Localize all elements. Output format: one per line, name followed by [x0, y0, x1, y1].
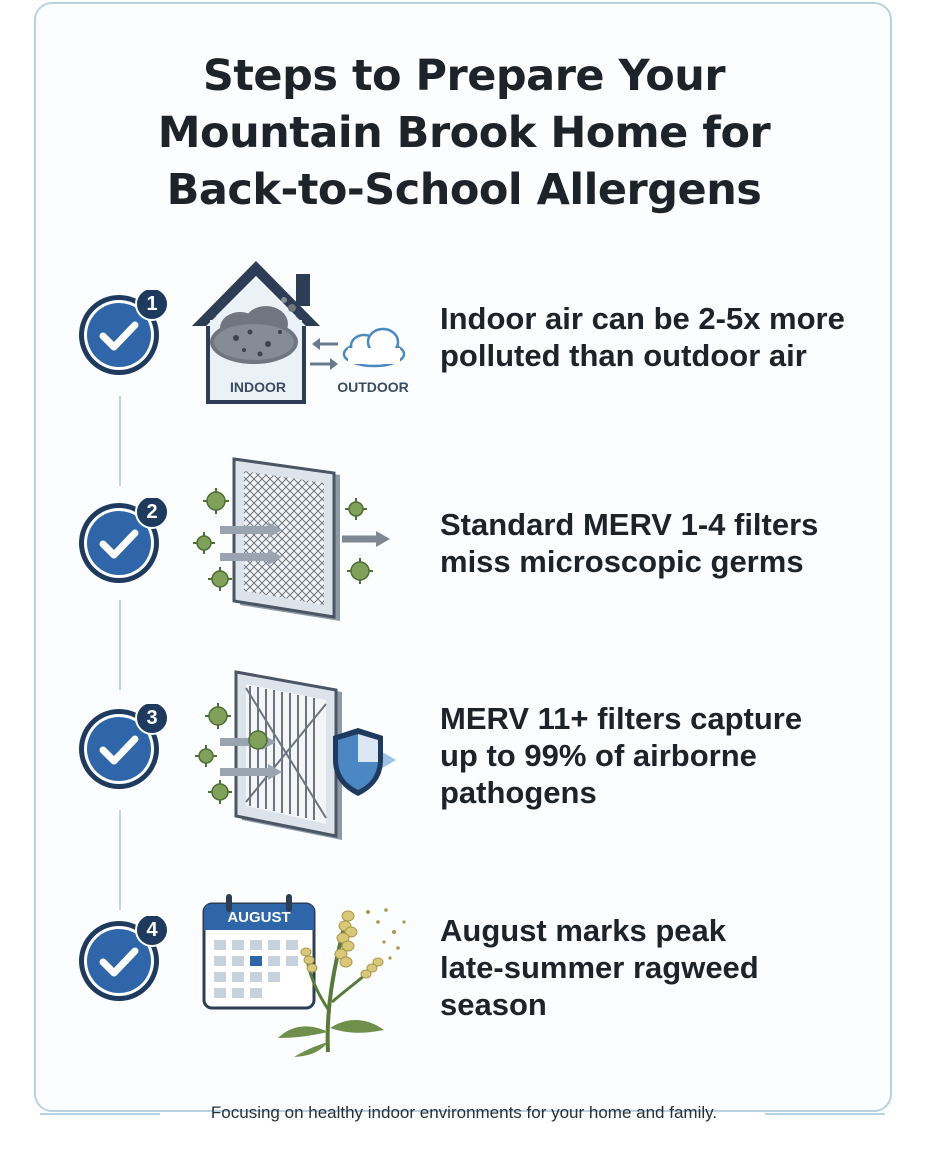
timeline-connector: [119, 810, 121, 910]
title-line-1: Steps to Prepare Your: [202, 51, 726, 101]
step-3-text: MERV 11+ filters capture up to 99% of airborne pathogens: [440, 701, 803, 810]
title-line-3: Back-to-School Allergens: [166, 165, 762, 215]
step-number: 4: [146, 919, 158, 941]
timeline-connector: [119, 600, 121, 690]
step-3-badge: [72, 704, 172, 804]
merv-filter-illustration: [190, 668, 400, 843]
air-filter-icon: [190, 455, 400, 625]
house-illustration: [188, 258, 418, 410]
step-4-badge: [72, 916, 172, 1016]
cloud-icon: [344, 329, 404, 366]
indoor-label: INDOOR: [230, 379, 286, 395]
step-number: 2: [146, 501, 158, 523]
page-title: [0, 48, 928, 219]
step-2-text: Standard MERV 1-4 filters miss microscopic germs: [440, 507, 819, 579]
footer: [0, 1101, 928, 1125]
footer-text: Focusing on healthy indoor environments for your home and family.: [210, 1103, 718, 1122]
calendar-ragweed-illustration: [198, 892, 413, 1057]
step-1-text: Indoor air can be 2-5x more polluted than outdoor air: [440, 301, 845, 373]
step-1-badge: [72, 290, 172, 390]
timeline-connector: [119, 396, 121, 486]
calendar-month-label: AUGUST: [227, 909, 291, 926]
outdoor-label: OUTDOOR: [337, 379, 409, 395]
pleated-filter-icon: [190, 668, 400, 843]
step-2-badge: [72, 498, 172, 598]
step-number: 3: [146, 707, 158, 729]
footer-divider: [765, 1113, 885, 1115]
title-line-2: Mountain Brook Home for: [157, 108, 771, 158]
step-number: 1: [146, 293, 158, 315]
step-4-text: August marks peak late-summer ragweed season: [440, 913, 759, 1022]
standard-filter-illustration: [190, 455, 400, 625]
